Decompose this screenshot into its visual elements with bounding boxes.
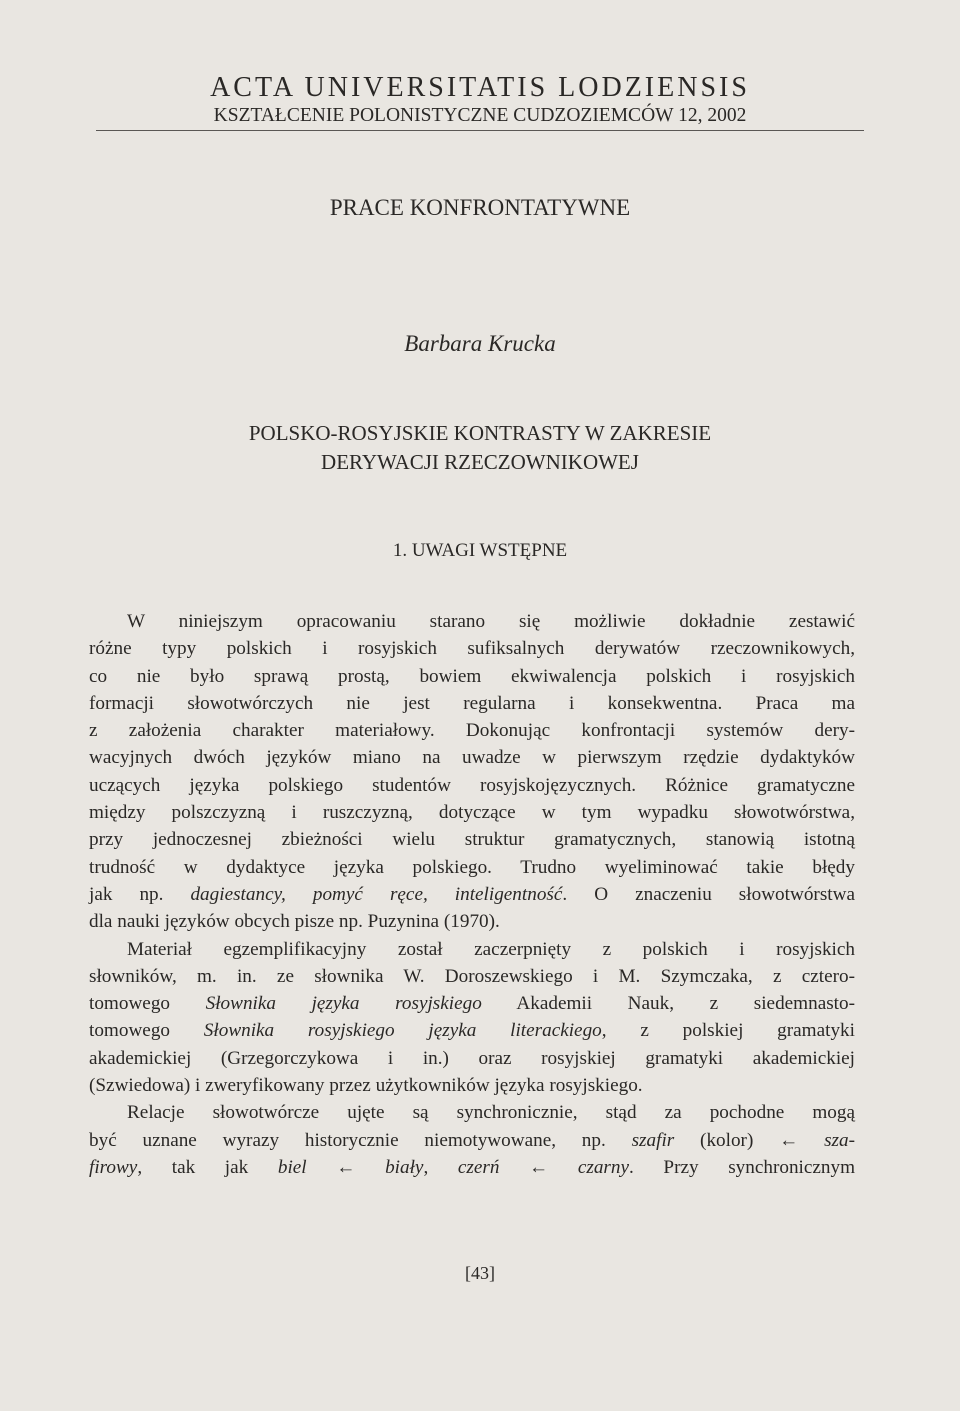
text-run: (kolor) ←: [674, 1129, 825, 1151]
article-title-line-2: DERYWACJI RZECZOWNIKOWEJ: [321, 450, 639, 474]
text-line: między polszczyzną i ruszczyzną, dotyczące w tym wypadku słowotwórstwa,: [89, 802, 855, 824]
text-run: tomowego: [89, 993, 206, 1015]
italic-run: szafir: [631, 1129, 675, 1151]
italic-run: sza-: [824, 1129, 856, 1151]
italic-run: Słownika rosyjskiego języka literackiego: [203, 1020, 602, 1042]
text-line: [89, 881, 855, 908]
text-line: uczących języka polskiego studentów rosyjskojęzycznych. Różnice gramatyczne: [89, 774, 855, 796]
text-line: przy jednoczesnej zbieżności wielu struktur gramatycznych, stanowią istotną: [89, 829, 855, 851]
text-line: [89, 990, 855, 1017]
text-run: ,: [423, 1156, 458, 1178]
text-line: wacyjnych dwóch języków miano na uwadze w pierwszym rzędzie dydaktyków: [89, 747, 855, 769]
text-run: , z polskiej gramatyki: [601, 1020, 855, 1042]
italic-run: Słownika języka rosyjskiego: [205, 993, 482, 1015]
italic-run: biel: [277, 1156, 307, 1178]
italic-run: czarny: [577, 1156, 629, 1178]
text-run: . O znaczeniu słowotwórstwa: [562, 883, 855, 905]
header-rule: [96, 130, 864, 131]
body-text: [89, 608, 855, 1181]
text-line: dla nauki języków obcych pisze np. Puzynina (1970).: [89, 911, 500, 933]
italic-run: firowy: [89, 1156, 138, 1178]
text-run: jak np.: [89, 883, 191, 905]
italic-run: biały: [385, 1156, 424, 1178]
text-line: Relacje słowotwórcze ujęte są synchronicznie, stąd za pochodne mogą: [127, 1102, 855, 1124]
article-title: [0, 419, 960, 477]
text-line: [89, 1127, 855, 1154]
italic-run: czerń: [457, 1156, 500, 1178]
text-line: akademickiej (Grzegorczykowa i in.) oraz rosyjskiej gramatyki akademickiej: [89, 1047, 855, 1069]
text-line: formacji słowotwórczych nie jest regularna i konsekwentna. Praca ma: [89, 692, 855, 714]
arrow-run: ←: [306, 1156, 386, 1178]
text-line: (Szwiedowa) i zweryfikowany przez użytkowników języka rosyjskiego.: [89, 1075, 643, 1097]
text-run: Akademii Nauk, z siedemnasto-: [481, 993, 855, 1015]
italic-run: dagiestancy, pomyć ręce, inteligentność: [190, 883, 563, 905]
arrow-run: ←: [499, 1156, 578, 1178]
section-title: PRACE KONFRONTATYWNE: [329, 195, 631, 220]
text-line: trudność w dydaktyce języka polskiego. Trudno wyeliminować takie błędy: [89, 856, 855, 878]
text-run: , tak jak: [137, 1156, 278, 1178]
text-line: [89, 1154, 855, 1181]
text-line: słowników, m. in. ze słownika W. Doroszewskiego i M. Szymczaka, z cztero-: [89, 965, 855, 987]
section-heading: 1. UWAGI WSTĘPNE: [392, 540, 568, 561]
text-line: różne typy polskich i rosyjskich sufiksalnych derywatów rzeczownikowych,: [89, 638, 855, 660]
text-line: [89, 1017, 855, 1044]
text-run: . Przy synchronicznym: [629, 1156, 856, 1178]
journal-name: ACTA UNIVERSITATIS LODZIENSIS: [210, 72, 750, 103]
article-title-line-1: POLSKO-ROSYJSKIE KONTRASTY W ZAKRESIE: [248, 421, 712, 445]
author-name: Barbara Krucka: [404, 331, 556, 356]
page-number: [43]: [465, 1263, 495, 1283]
text-line: Materiał egzemplifikacyjny został zaczerpnięty z polskich i rosyjskich: [127, 938, 855, 960]
text-line: co nie było sprawą prostą, bowiem ekwiwalencja polskich i rosyjskich: [89, 665, 855, 687]
text-line: W niniejszym opracowaniu starano się możliwie dokładnie zestawić: [127, 611, 855, 632]
journal-series: KSZTAŁCENIE POLONISTYCZNE CUDZOZIEMCÓW 12, 2002: [213, 105, 747, 126]
text-line: z założenia charakter materiałowy. Dokonując konfrontacji systemów dery-: [89, 720, 855, 742]
text-run: być uznane wyrazy historycznie niemotywowane, np.: [89, 1129, 632, 1151]
text-run: tomowego: [89, 1020, 204, 1042]
